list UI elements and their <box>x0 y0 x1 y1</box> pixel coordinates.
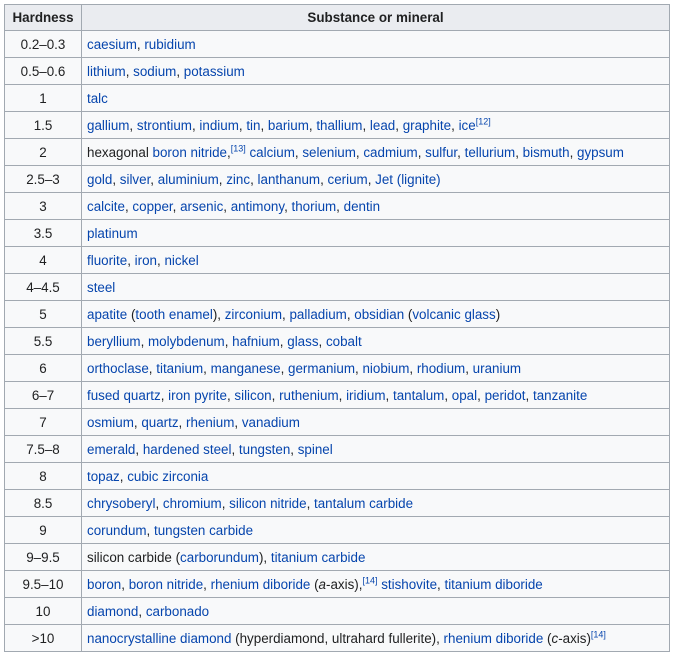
substance-link[interactable]: calcium <box>249 144 295 160</box>
substance-text: -axis), <box>326 576 363 592</box>
table-row <box>5 517 670 544</box>
substance-link[interactable]: hardened steel <box>142 441 232 457</box>
table-row <box>5 355 670 382</box>
hardness-cell: 8 <box>5 463 82 490</box>
substance-text: , <box>224 333 233 349</box>
substance-text: ( <box>127 306 136 322</box>
substance-text: , <box>569 144 578 160</box>
substance-cell <box>82 463 670 490</box>
substance-link[interactable]: osmium <box>87 414 134 430</box>
header-substance: Substance or mineral <box>82 5 670 31</box>
substance-link[interactable]: carborundum <box>180 549 259 565</box>
substance-text: , <box>125 63 134 79</box>
substance-link[interactable]: tellurium <box>464 144 516 160</box>
substance-cell <box>82 409 670 436</box>
substance-text: , <box>138 603 146 619</box>
substance-text: , <box>294 144 303 160</box>
substance-link[interactable]: indium <box>199 117 239 133</box>
substance-text: , <box>290 441 298 457</box>
substance-text: , <box>226 387 235 403</box>
substance-text: , <box>385 387 393 403</box>
substance-link[interactable]: hafnium <box>232 333 280 349</box>
hardness-cell: 7 <box>5 409 82 436</box>
substance-link[interactable]: selenium <box>302 144 356 160</box>
substance-link[interactable]: copper <box>132 198 173 214</box>
substance-cell <box>82 328 670 355</box>
hardness-cell: 7.5–8 <box>5 436 82 463</box>
substance-link[interactable]: glass <box>287 333 319 349</box>
substance-text: , <box>260 117 268 133</box>
substance-link[interactable]: bismuth <box>522 144 570 160</box>
substance-text: , <box>136 36 145 52</box>
substance-text: hexagonal <box>87 144 153 160</box>
substance-link[interactable]: topaz <box>87 468 120 484</box>
substance-link[interactable]: vanadium <box>241 414 300 430</box>
substance-text: , <box>451 117 459 133</box>
substance-text: , <box>223 198 231 214</box>
substance-cell <box>82 139 670 166</box>
hardness-cell: 2 <box>5 139 82 166</box>
substance-text: , <box>191 117 200 133</box>
hardness-cell: 9.5–10 <box>5 571 82 598</box>
substance-link[interactable]: gallium <box>87 117 130 133</box>
substance-link[interactable]: spinel <box>297 441 333 457</box>
substance-link[interactable]: carbonado <box>145 603 210 619</box>
substance-link[interactable]: obsidian <box>354 306 405 322</box>
substance-link[interactable]: Jet (lignite) <box>375 171 441 187</box>
substance-text: , <box>231 441 239 457</box>
substance-text: , <box>395 117 403 133</box>
substance-text: , <box>284 198 292 214</box>
substance-link[interactable]: zirconium <box>224 306 283 322</box>
substance-text: , <box>409 360 417 376</box>
substance-text: ( <box>171 549 181 565</box>
substance-cell <box>82 166 670 193</box>
substance-link[interactable]: ice <box>458 117 476 133</box>
substance-link[interactable]: uranium <box>472 360 522 376</box>
substance-link[interactable]: cubic zirconia <box>127 468 209 484</box>
substance-text: , <box>279 333 288 349</box>
substance-text: , <box>112 171 120 187</box>
hardness-cell: 0.2–0.3 <box>5 31 82 58</box>
substance-cell <box>82 544 670 571</box>
table-row <box>5 328 670 355</box>
substance-text: , <box>203 360 211 376</box>
table-row <box>5 220 670 247</box>
substance-link[interactable]: lead <box>369 117 396 133</box>
substance-text: , <box>280 360 289 376</box>
substance-link[interactable]: fluorite <box>87 252 128 268</box>
table-row <box>5 490 670 517</box>
hardness-cell: 6 <box>5 355 82 382</box>
header-hardness: Hardness <box>5 5 82 31</box>
substance-text: , <box>308 117 317 133</box>
hardness-cell: 4–4.5 <box>5 274 82 301</box>
hardness-cell: 1 <box>5 85 82 112</box>
substance-cell <box>82 220 670 247</box>
substance-link[interactable]: apatite <box>87 306 128 322</box>
substance-link[interactable]: lithium <box>87 63 126 79</box>
substance-cell <box>82 31 670 58</box>
table-row <box>5 544 670 571</box>
table-row <box>5 625 670 652</box>
substance-link[interactable]: lanthanum <box>257 171 321 187</box>
substance-text: ( <box>404 306 413 322</box>
substance-text: , <box>250 171 258 187</box>
hardness-cell: 0.5–0.6 <box>5 58 82 85</box>
substance-text: , <box>155 495 163 511</box>
substance-text: , <box>148 360 157 376</box>
substance-text: (hyperdiamond, ultrahard fullerite), <box>231 630 444 646</box>
substance-text: , <box>221 495 230 511</box>
substance-text: , <box>218 171 227 187</box>
table-row <box>5 85 670 112</box>
substance-link[interactable]: strontium <box>136 117 192 133</box>
substance-link[interactable]: gold <box>87 171 113 187</box>
table-row <box>5 58 670 85</box>
substance-link[interactable]: rhenium diboride <box>443 630 544 646</box>
hardness-cell: 2.5–3 <box>5 166 82 193</box>
substance-text: ) <box>495 306 501 322</box>
table-row <box>5 409 670 436</box>
substance-link[interactable]: fused quartz <box>87 387 161 403</box>
substance-link[interactable]: orthoclase <box>87 360 149 376</box>
substance-link[interactable]: tungsten <box>238 441 291 457</box>
substance-text: , <box>338 387 347 403</box>
substance-link[interactable]: opal <box>451 387 478 403</box>
substance-text: a <box>318 576 326 592</box>
substance-link[interactable]: stishovite <box>381 576 438 592</box>
substance-link[interactable]: palladium <box>289 306 347 322</box>
substance-link[interactable]: cobalt <box>325 333 362 349</box>
substance-link[interactable]: gypsum <box>577 144 624 160</box>
substance-text: -axis) <box>558 630 591 646</box>
substance-text: , <box>234 414 242 430</box>
hardness-table <box>4 4 670 652</box>
substance-text: , <box>238 117 247 133</box>
substance-text: , <box>172 198 181 214</box>
substance-text: , <box>146 522 154 538</box>
substance-text: , <box>119 468 128 484</box>
substance-link[interactable]: potassium <box>183 63 245 79</box>
substance-link[interactable]: chrysoberyl <box>87 495 156 511</box>
substance-link[interactable]: thorium <box>291 198 337 214</box>
table-row <box>5 598 670 625</box>
hardness-cell: 9–9.5 <box>5 544 82 571</box>
substance-text: , <box>318 333 326 349</box>
substance-text: , <box>355 144 364 160</box>
substance-text: , <box>367 171 376 187</box>
substance-text: , <box>133 414 142 430</box>
substance-link[interactable]: iridium <box>346 387 386 403</box>
substance-link[interactable]: nickel <box>164 252 199 268</box>
substance-text: , <box>203 576 211 592</box>
substance-link[interactable]: titanium diboride <box>444 576 543 592</box>
substance-link[interactable]: manganese <box>210 360 281 376</box>
substance-text: , <box>437 576 445 592</box>
substance-text: , <box>140 333 149 349</box>
substance-cell <box>82 274 670 301</box>
substance-link[interactable]: caesium <box>87 36 137 52</box>
substance-link[interactable]: cerium <box>327 171 368 187</box>
hardness-cell: 6–7 <box>5 382 82 409</box>
substance-cell <box>82 436 670 463</box>
substance-link[interactable]: rhenium <box>186 414 235 430</box>
substance-cell <box>82 355 670 382</box>
citation-link[interactable]: [12] <box>475 116 491 127</box>
substance-cell <box>82 517 670 544</box>
table-row <box>5 274 670 301</box>
substance-text: , <box>465 360 473 376</box>
table-row <box>5 193 670 220</box>
substance-text: , <box>282 306 290 322</box>
table-row <box>5 166 670 193</box>
substance-link[interactable]: molybdenum <box>148 333 225 349</box>
substance-text: , <box>124 198 133 214</box>
table-row <box>5 571 670 598</box>
hardness-cell: 5.5 <box>5 328 82 355</box>
substance-link[interactable]: tanzanite <box>532 387 588 403</box>
substance-link[interactable]: boron nitride <box>152 144 227 160</box>
substance-link[interactable]: steel <box>87 279 116 295</box>
hardness-cell: 8.5 <box>5 490 82 517</box>
substance-link[interactable]: ruthenium <box>279 387 339 403</box>
substance-text: , <box>336 198 344 214</box>
substance-link[interactable]: platinum <box>87 225 138 241</box>
substance-link[interactable]: barium <box>267 117 309 133</box>
substance-link[interactable]: niobium <box>362 360 410 376</box>
substance-link[interactable]: emerald <box>87 441 136 457</box>
substance-link[interactable]: iron pyrite <box>168 387 227 403</box>
substance-link[interactable]: dentin <box>343 198 381 214</box>
substance-link[interactable]: corundum <box>87 522 147 538</box>
substance-text: , <box>121 576 129 592</box>
substance-link[interactable]: tantalum carbide <box>314 495 414 511</box>
substance-link[interactable]: iron <box>134 252 157 268</box>
substance-link[interactable]: graphite <box>402 117 452 133</box>
substance-link[interactable]: antimony <box>230 198 285 214</box>
substance-text: ( <box>310 576 319 592</box>
substance-text: , <box>178 414 186 430</box>
substance-cell <box>82 382 670 409</box>
substance-text: c <box>551 630 559 646</box>
substance-cell <box>82 58 670 85</box>
substance-link[interactable]: silicon nitride <box>229 495 307 511</box>
substance-link[interactable]: beryllium <box>87 333 141 349</box>
substance-text: , <box>362 117 370 133</box>
substance-text: , <box>320 171 328 187</box>
substance-link[interactable]: tooth enamel <box>135 306 213 322</box>
table-row <box>5 112 670 139</box>
substance-text: , <box>160 387 169 403</box>
substance-text: , <box>129 117 137 133</box>
substance-cell <box>82 625 670 652</box>
substance-cell <box>82 193 670 220</box>
substance-link[interactable]: calcite <box>87 198 125 214</box>
table-row <box>5 247 670 274</box>
substance-text: , <box>515 144 523 160</box>
hardness-cell: 1.5 <box>5 112 82 139</box>
substance-text: ( <box>543 630 552 646</box>
substance-link[interactable]: silver <box>119 171 151 187</box>
substance-link[interactable]: tungsten carbide <box>154 522 254 538</box>
substance-text: , <box>417 144 426 160</box>
substance-link[interactable]: volcanic glass <box>412 306 496 322</box>
substance-text: , <box>306 495 315 511</box>
substance-link[interactable]: cadmium <box>363 144 418 160</box>
substance-text: , <box>271 387 280 403</box>
substance-link[interactable]: quartz <box>141 414 179 430</box>
substance-link[interactable]: silicon <box>234 387 272 403</box>
substance-link[interactable]: tin <box>246 117 261 133</box>
substance-link[interactable]: titanium carbide <box>270 549 366 565</box>
substance-link[interactable]: sulfur <box>425 144 458 160</box>
substance-cell <box>82 112 670 139</box>
substance-text: , <box>477 387 485 403</box>
substance-text: , <box>127 252 135 268</box>
substance-text: , <box>150 171 158 187</box>
hardness-cell: >10 <box>5 625 82 652</box>
table-row <box>5 301 670 328</box>
substance-link[interactable]: germanium <box>288 360 356 376</box>
substance-text: , <box>444 387 452 403</box>
substance-text: , <box>135 441 143 457</box>
substance-text: , <box>457 144 465 160</box>
substance-cell <box>82 571 670 598</box>
substance-text: , <box>525 387 533 403</box>
citation-link[interactable]: [14] <box>362 575 378 586</box>
substance-cell <box>82 85 670 112</box>
substance-link[interactable]: peridot <box>484 387 526 403</box>
substance-link[interactable]: titanium <box>156 360 204 376</box>
substance-link[interactable]: tantalum <box>392 387 445 403</box>
substance-link[interactable]: chromium <box>162 495 222 511</box>
substance-link[interactable]: arsenic <box>180 198 224 214</box>
substance-link[interactable]: sodium <box>133 63 177 79</box>
substance-link[interactable]: boron nitride <box>128 576 204 592</box>
hardness-cell: 3.5 <box>5 220 82 247</box>
substance-text: , <box>226 144 231 160</box>
substance-link[interactable]: rhenium diboride <box>210 576 311 592</box>
substance-text: , <box>355 360 363 376</box>
substance-cell <box>82 247 670 274</box>
substance-text: silicon carbide <box>87 549 172 565</box>
substance-link[interactable]: aluminium <box>157 171 219 187</box>
table-row <box>5 31 670 58</box>
substance-text: , <box>157 252 165 268</box>
citation-link[interactable]: [13] <box>230 143 246 154</box>
header-row <box>5 5 670 31</box>
table-row <box>5 463 670 490</box>
substance-link[interactable]: thallium <box>316 117 363 133</box>
hardness-cell: 9 <box>5 517 82 544</box>
substance-link[interactable]: zinc <box>226 171 251 187</box>
citation-link[interactable]: [14] <box>590 629 606 640</box>
hardness-cell: 10 <box>5 598 82 625</box>
substance-text: ), <box>212 306 225 322</box>
table-body <box>5 31 670 652</box>
substance-link[interactable]: talc <box>87 90 108 106</box>
substance-text: , <box>176 63 184 79</box>
substance-link[interactable]: rubidium <box>144 36 196 52</box>
substance-cell <box>82 301 670 328</box>
substance-link[interactable]: nanocrystalline diamond <box>87 630 232 646</box>
substance-text: , <box>346 306 355 322</box>
substance-link[interactable]: rhodium <box>416 360 466 376</box>
table-row <box>5 382 670 409</box>
table-row <box>5 139 670 166</box>
hardness-cell: 5 <box>5 301 82 328</box>
substance-cell <box>82 490 670 517</box>
substance-cell <box>82 598 670 625</box>
table-row <box>5 436 670 463</box>
hardness-cell: 4 <box>5 247 82 274</box>
substance-link[interactable]: boron <box>87 576 122 592</box>
substance-text: ), <box>258 549 271 565</box>
substance-link[interactable]: diamond <box>87 603 139 619</box>
hardness-cell: 3 <box>5 193 82 220</box>
